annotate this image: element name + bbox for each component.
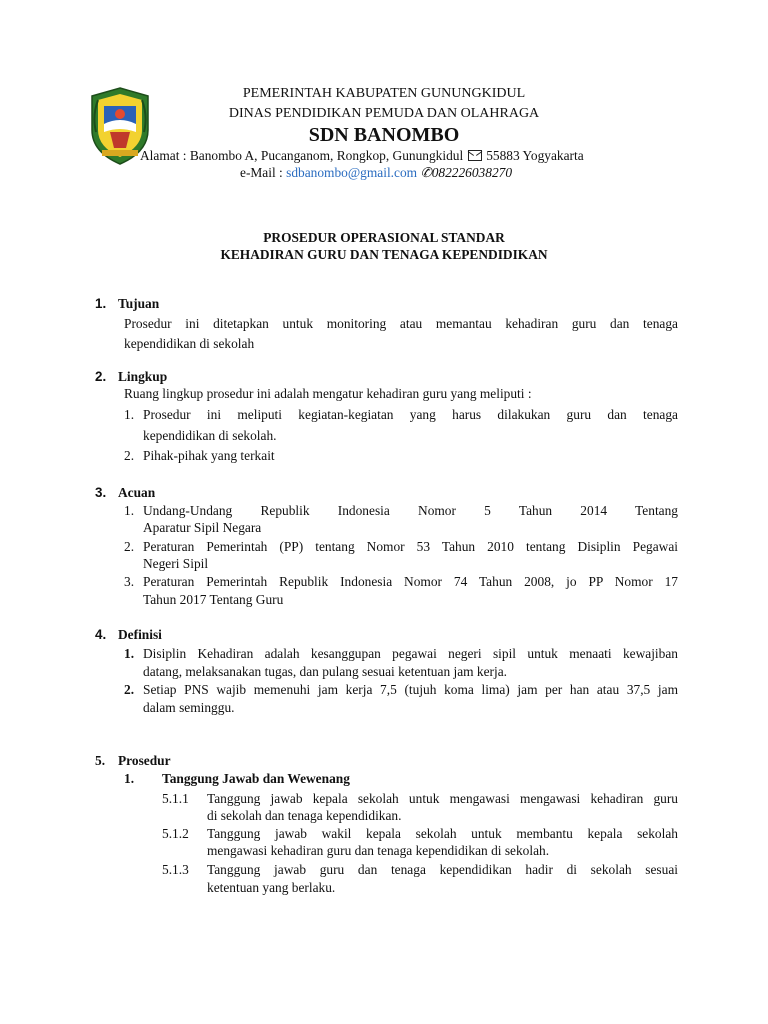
section-4-item-1-line-2: datang, melaksanakan tugas, dan pulang sesuai ketentuan jam kerja. — [143, 664, 508, 679]
document-title-line-2: KEHADIRAN GURU DAN TENAGA KEPENDIDIKAN — [220, 247, 548, 262]
section-2-number: 2. — [95, 369, 107, 384]
section-5-heading: Prosedur — [118, 753, 171, 768]
subsection-number: 1. — [124, 771, 135, 786]
subitem-number: 5.1.2 — [162, 826, 189, 841]
section-2-item-1-line-2: kependidikan di sekolah. — [143, 428, 277, 443]
section-3-item-number: 1. — [124, 503, 135, 518]
section-3-item-2-line-1: Peraturan Pemerintah (PP) tentang Nomor 53 Tahun 2010 tentang Disiplin Pegawai — [143, 539, 678, 554]
section-2-item-number: 1. — [124, 407, 135, 422]
school-name: SDN BANOMBO — [308, 124, 460, 146]
section-3-item-2-line-2: Negeri Sipil — [143, 556, 209, 571]
section-3-item-1-line-1: Undang-Undang Republik Indonesia Nomor 5 Tahun 2014 Tentang — [143, 503, 678, 518]
section-2-heading: Lingkup — [118, 369, 168, 384]
section-3-item-3-line-2: Tahun 2017 Tentang Guru — [143, 592, 284, 607]
section-1-number: 1. — [95, 296, 107, 311]
section-3-item-number: 3. — [124, 574, 135, 589]
phone-number — [420, 165, 512, 180]
section-4-item-number: 2. — [124, 682, 135, 697]
section-4-item-2-line-1: Setiap PNS wajib memenuhi jam kerja 7,5 (tujuh koma lima) jam per han atau 37,5 jam — [143, 682, 678, 697]
address-text: Alamat : Banombo A, Pucanganom, Rongkop, Gunungkidul — [140, 148, 464, 163]
contact-line — [240, 165, 512, 181]
section-3-item-3-line-1: Peraturan Pemerintah Republik Indonesia Nomor 74 Tahun 2008, jo PP Nomor 17 — [143, 574, 678, 589]
section-3-heading: Acuan — [118, 485, 156, 500]
section-4-item-2-line-2: dalam seminggu. — [143, 700, 235, 715]
phone-icon: ✆ — [420, 165, 432, 180]
letterhead-line-2: DINAS PENDIDIKAN PEMUDA DAN OLAHRAGA — [228, 106, 540, 121]
document-title-line-1: PROSEDUR OPERASIONAL STANDAR — [263, 230, 505, 245]
email-label: e-Mail : — [240, 165, 287, 180]
section-3-item-1-line-2: Aparatur Sipil Negara — [143, 520, 262, 535]
subitem-1-line-2: di sekolah dan tenaga kependidikan. — [207, 808, 402, 823]
subitem-1-line-1: Tanggung jawab kepala sekolah untuk mengawasi mengawasi kehadiran guru — [207, 791, 678, 806]
subitem-3-line-2: ketentuan yang berlaku. — [207, 880, 336, 895]
section-4-heading: Definisi — [118, 627, 162, 642]
subitem-number: 5.1.1 — [162, 791, 189, 806]
email-link[interactable]: sdbanombo@gmail.com — [286, 165, 418, 180]
envelope-icon — [468, 150, 482, 161]
section-4-item-number: 1. — [124, 646, 135, 661]
section-1-heading: Tujuan — [118, 296, 160, 311]
subitem-2-line-1: Tanggung jawab wakil kepala sekolah untuk membantu kepala sekolah — [207, 826, 678, 841]
section-4-item-1-line-1: Disiplin Kehadiran adalah kesanggupan pegawai negeri sipil untuk menaati kewajiban — [143, 646, 678, 661]
section-3-item-number: 2. — [124, 539, 135, 554]
section-1-text-line-1: Prosedur ini ditetapkan untuk monitoring atau memantau kehadiran guru dan tenaga — [124, 316, 678, 331]
subitem-number: 5.1.3 — [162, 862, 189, 877]
section-4-number: 4. — [95, 627, 107, 642]
section-2-item-1-line-1: Prosedur ini meliputi kegiatan-kegiatan yang harus dilakukan guru dan tenaga — [143, 407, 678, 422]
postal-city: 55883 Yogyakarta — [486, 148, 584, 163]
section-3-number: 3. — [95, 485, 107, 500]
section-1-text-line-2: kependidikan di sekolah — [124, 336, 255, 351]
section-2-intro: Ruang lingkup prosedur ini adalah mengatur kehadiran guru yang meliputi : — [124, 386, 532, 401]
letterhead-line-1: PEMERINTAH KABUPATEN GUNUNGKIDUL — [242, 86, 526, 101]
subitem-3-line-1: Tanggung jawab guru dan tenaga kependidikan hadir di sekolah sesuai — [207, 862, 678, 877]
subsection-heading: Tanggung Jawab dan Wewenang — [162, 771, 350, 786]
address-line — [140, 148, 584, 164]
section-2-item-number: 2. — [124, 448, 135, 463]
section-2-item-2-line-1: Pihak-pihak yang terkait — [143, 448, 275, 463]
section-5-number: 5. — [95, 753, 106, 768]
subitem-2-line-2: mengawasi kehadiran guru dan tenaga kependidikan di sekolah. — [207, 843, 550, 858]
phone-text: 082226038270 — [431, 165, 513, 180]
